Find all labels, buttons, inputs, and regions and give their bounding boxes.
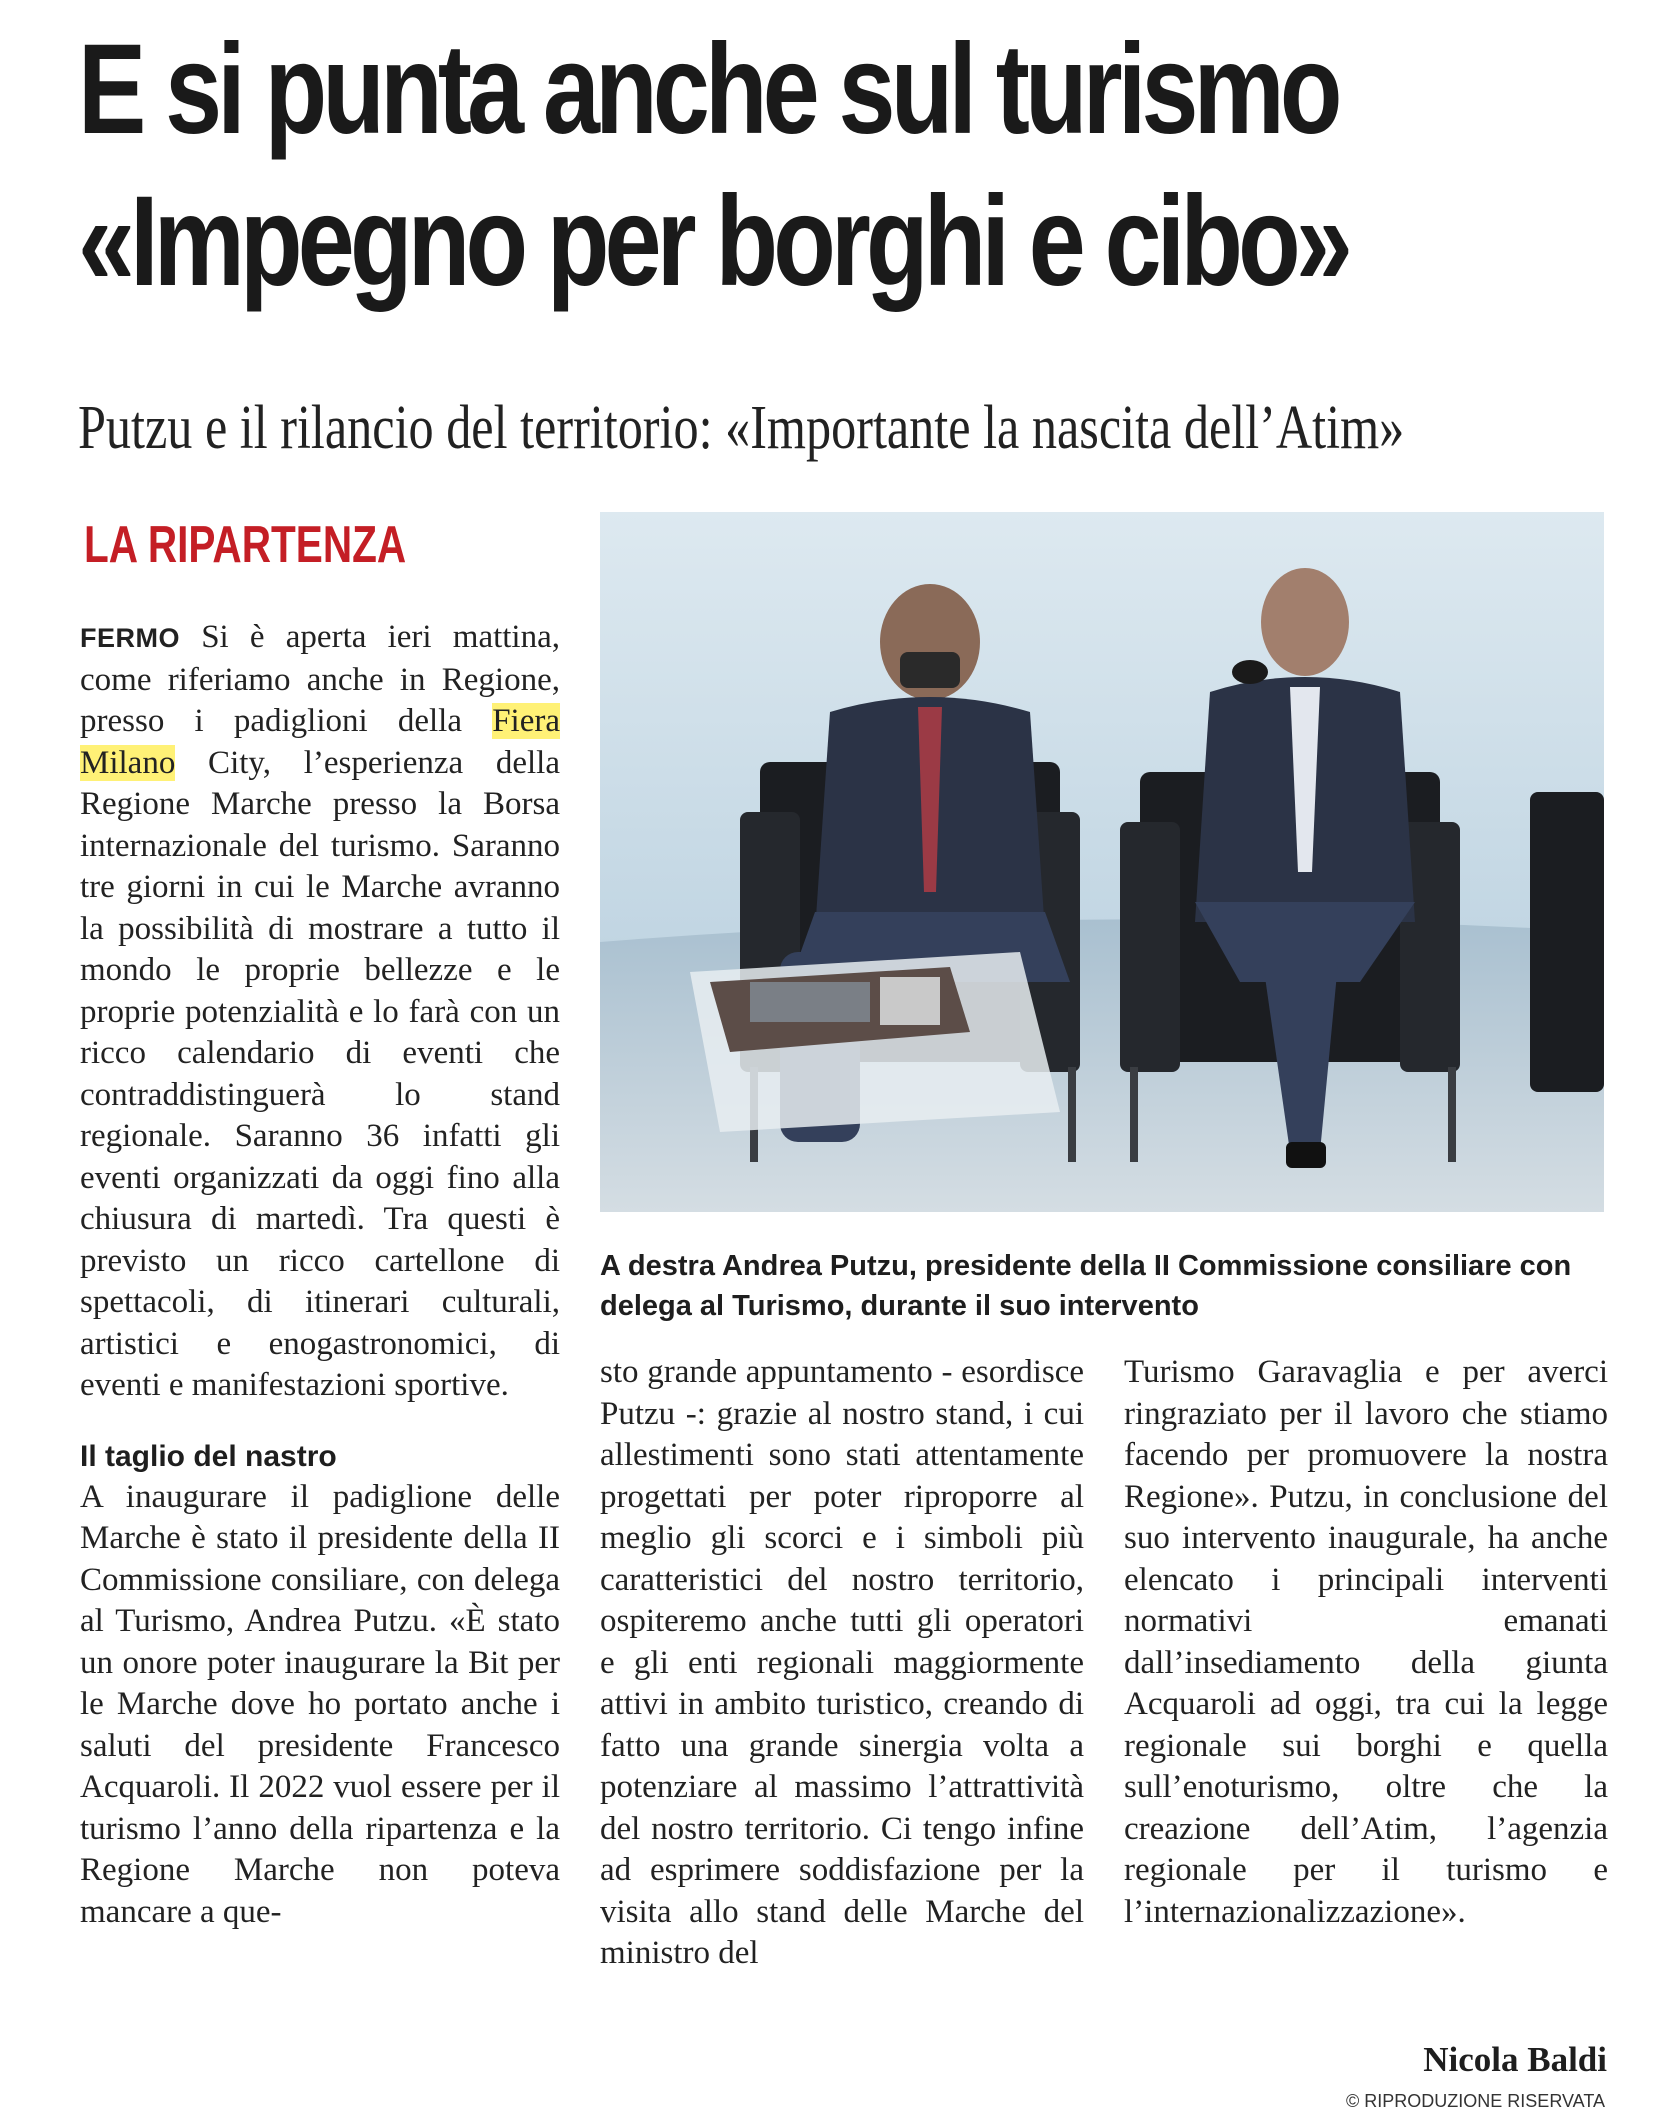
article-column-1 — [80, 617, 560, 1933]
headline-line-1: E si punta anche sul turismo — [78, 18, 1338, 161]
paragraph-2-part-1: A inaugurare il padiglione delle Marche è stato il presidente della II Commissione consiliare, con delega al Turismo, Andrea Putzu. «È stato un onore poter inaugurare la Bit per le Marche dove ho portato anche i saluti del presidente Francesco Acquaroli. Il 2022 vuol essere per il turismo l’anno della ripartenza e la Regione Marche non poteva mancare a que- — [80, 1478, 560, 1930]
paragraph-1-before: Si è aperta ieri mattina, come riferiamo anche in Regione, presso i padiglioni della — [80, 619, 560, 739]
article-photo — [600, 512, 1604, 1212]
subheadline: Putzu e il rilancio del territorio: «Importante la nascita dell’Atim» — [78, 394, 1405, 462]
headline — [78, 18, 1349, 313]
dateline: FERMO — [80, 623, 180, 653]
paragraph-1 — [80, 617, 560, 1407]
section-subtitle: Il taglio del nastro — [80, 1439, 337, 1473]
paragraph-2-part-3: Turismo Garavaglia e per averci ringraziato per il lavoro che stiamo facendo per promuovere la nostra Regione». Putzu, in conclusione del suo intervento inaugurale, ha anche elencato i principali interventi normativi emanati dall’insediamento della giunta Acquaroli ad oggi, tra cui la legge regionale sui borghi e quella sull’enoturismo, oltre che la creazione dell’Atim, l’agenzia regionale per il turismo e l’internazionalizzazione». — [1124, 1354, 1608, 1930]
kicker: LA RIPARTENZA — [84, 516, 407, 574]
byline: Nicola Baldi — [1423, 2040, 1607, 2079]
article-column-2 — [600, 1352, 1084, 1975]
copyright-notice: © RIPRODUZIONE RISERVATA — [1346, 2091, 1605, 2111]
article-column-3 — [1124, 1352, 1608, 1933]
paragraph-2-part-2: sto grande appuntamento - esordisce Putzu -: grazie al nostro stand, i cui allestimenti sono stati attentamente progettati per poter riproporre al meglio gli scorci e i simboli più caratteristici del nostro territorio, ospiteremo anche tutti gli operatori e gli enti regionali maggiormente attivi in ambito turistico, creando di fatto una grande sinergia volta a potenziare al massimo l’attrattività del nostro territorio. Ci tengo infine ad esprimere soddisfazione per la visita allo stand delle Marche del ministro del — [600, 1354, 1084, 1971]
photo-illustration — [600, 512, 1604, 1212]
photo-caption: A destra Andrea Putzu, presidente della II Commissione consiliare con delega al Turismo, durante il suo intervento — [600, 1250, 1572, 1322]
paragraph-1-after: City, l’esperienza della Regione Marche presso la Borsa internazionale del turismo. Saranno tre giorni in cui le Marche avranno la possibilità di mostrare a tutto il mondo le proprie bellezze e le proprie potenzialità e lo farà con un ricco calendario di eventi che contraddistinguerà lo stand regionale. Saranno 36 infatti gli eventi organizzati da oggi fino alla chiusura di martedì. Tra questi è previsto un ricco cartellone di spettacoli, di itinerari culturali, artistici e enogastronomici, di eventi e manifestazioni sportive. — [80, 744, 560, 1403]
highlighted-text: Fiera Milano — [80, 703, 560, 781]
headline-line-2: «Impegno per borghi e cibo» — [78, 170, 1349, 313]
